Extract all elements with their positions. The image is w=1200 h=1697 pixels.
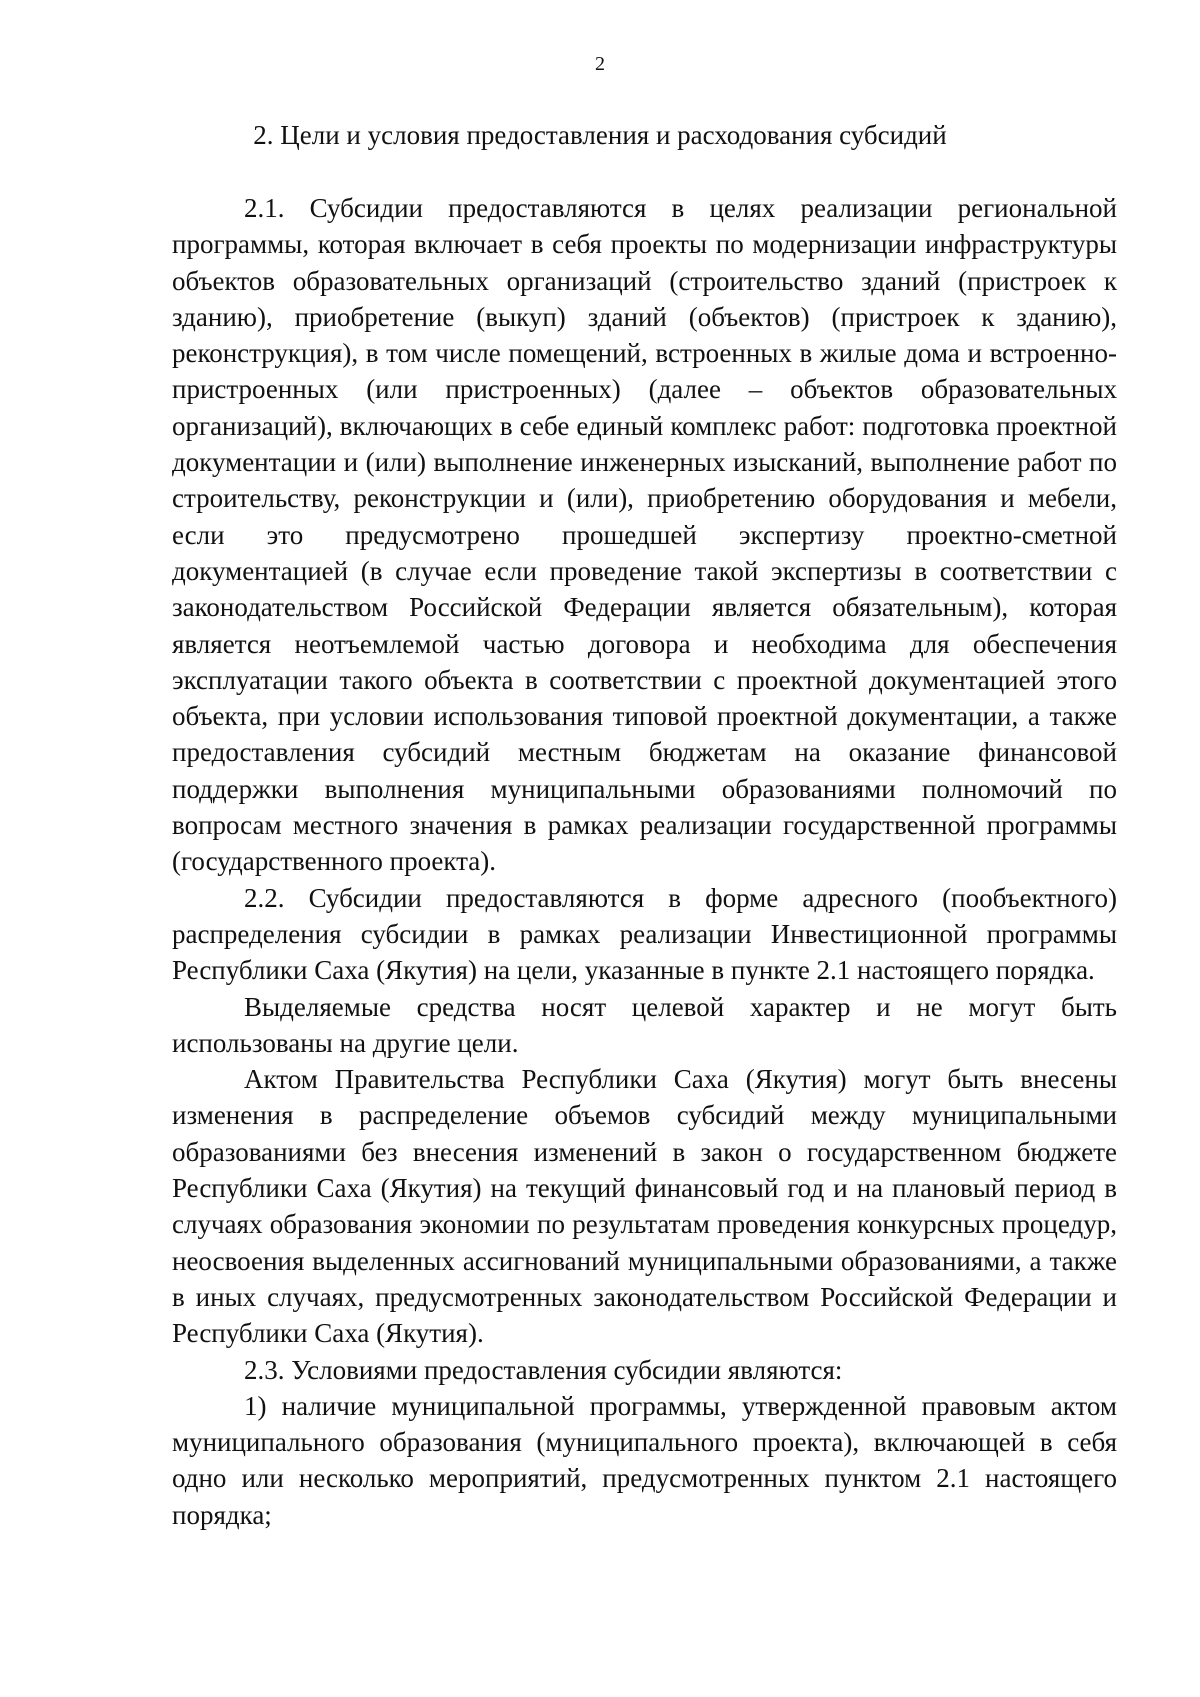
paragraph-condition-1: 1) наличие муниципальной программы, утвержденной правовым актом муниципального образования (муниципального проекта), включающей в себя одно или несколько мероприятий, предусмотренных пунктом 2.1 настоящего порядка; <box>172 1390 1117 1530</box>
document-body <box>172 190 1117 1533</box>
paragraph-government-act: Актом Правительства Республики Саха (Якутия) могут быть внесены изменения в распределение объемов субсидий между муниципальными образованиями без внесения изменений в закон о государственном бюджете Республики Саха (Якутия) на текущий финансовый год и на плановый период в случаях образования экономии по результатам проведения конкурсных процедур, неосвоения выделенных ассигнований муниципальными образованиями, а также в иных случаях, предусмотренных законодательством Российской Федерации и Республики Саха (Якутия). <box>172 1064 1117 1349</box>
section-title: 2. Цели и условия предоставления и расходования субсидий <box>253 120 947 150</box>
paragraph-2-1: 2.1. Субсидии предоставляются в целях реализации региональной программы, которая включает в себя проекты по модернизации инфраструктуры объектов образовательных организаций (строительство зданий (пристроек к зданию), приобретение (выкуп) зданий (объектов) (пристроек к зданию), реконструкция), в том числе помещений, встроенных в жилые дома и встроенно-пристроенных (или пристроенных) (далее – объектов образовательных организаций), включающих в себе единый комплекс работ: подготовка проектной документации и (или) выполнение инженерных изысканий, выполнение работ по строительству, реконструкции и (или), приобретению оборудования и мебели, если это предусмотрено прошедшей экспертизу проектно-сметной документацией (в случае если проведение такой экспертизы в соответствии с законодательством Российской Федерации является обязательным), которая является неотъемлемой частью договора и необходима для обеспечения эксплуатации такого объекта в соответствии с проектной документацией этого объекта, при условии использования типовой проектной документации, а также предоставления субсидий местным бюджетам на оказание финансовой поддержки выполнения муниципальными образованиями полномочий по вопросам местного значения в рамках реализации государственной программы (государственного проекта). <box>172 193 1117 877</box>
paragraph-2-2: 2.2. Субсидии предоставляются в форме адресного (пообъектного) распределения субсидии в рамках реализации Инвестиционной программы Республики Саха (Якутия) на цели, указанные в пункте 2.1 настоящего порядка. <box>172 882 1117 986</box>
paragraph-2-3: 2.3. Условиями предоставления субсидии являются: <box>244 1354 843 1385</box>
page-number: 2 <box>595 53 605 75</box>
paragraph-target-funds: Выделяемые средства носят целевой характер и не могут быть использованы на другие цели. <box>172 991 1117 1058</box>
